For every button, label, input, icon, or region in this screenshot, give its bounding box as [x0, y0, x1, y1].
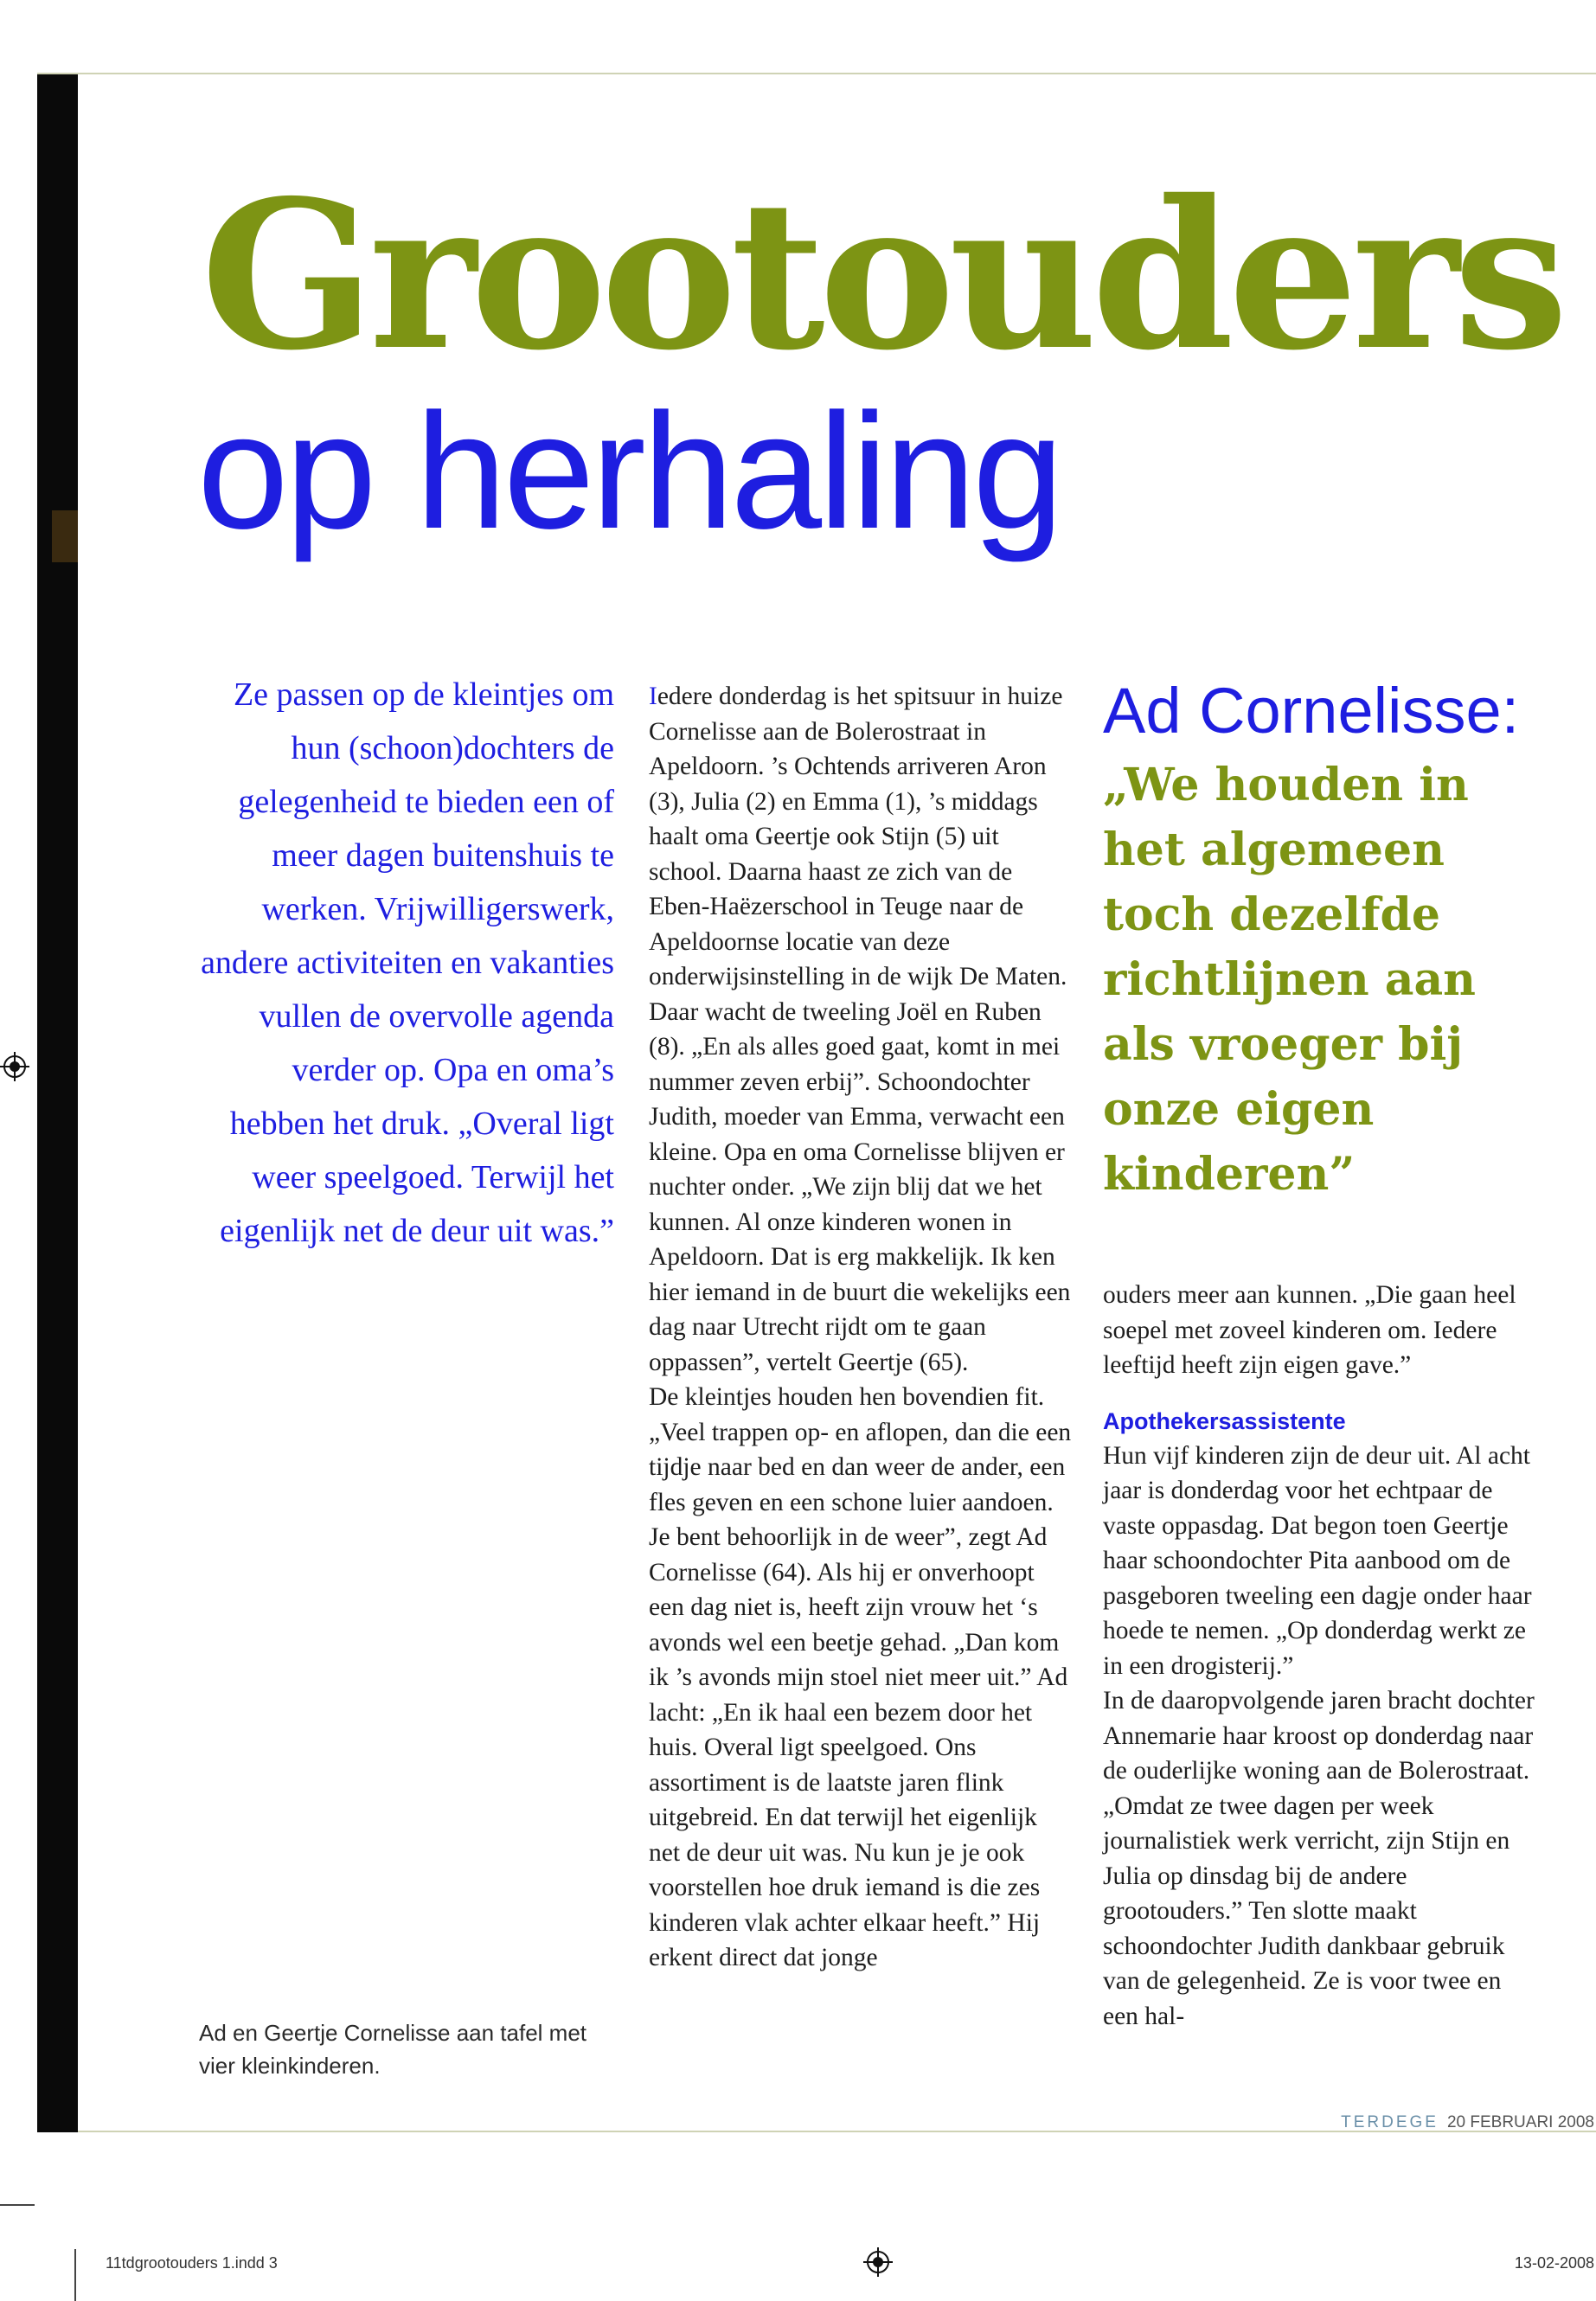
registration-mark-icon [0, 1052, 29, 1081]
page-footer [1341, 2113, 1594, 2132]
top-rule [37, 73, 1596, 74]
section-subhead: Apothekersassistente [1103, 1407, 1346, 1434]
issue-date: 20 FEBRUARI 2008 [1446, 2113, 1594, 2131]
crop-mark-bottom [74, 2249, 76, 2301]
article-paragraph: Hun vijf kinderen zijn de deur uit. Al acht jaar is donderdag voor het echtpaar de vaste oppasdag. Dat begon toen Geertje haar schoondochter Pita aanbood om de pasgeboren tweeling een dagje onder haar hoede te nemen. „Op donderdag werkt ze in een drogisterij.” [1103, 1441, 1532, 1680]
photo-caption: Ad en Geertje Cornelisse aan tafel met vier kleinkinderen. [199, 2020, 587, 2079]
crop-mark-left [0, 2204, 35, 2206]
article-column-1 [649, 679, 1073, 1976]
pull-quote: „We houden in het algemeen toch dezelfde richtlijnen aan als vroeger bij onze eigen kinderen” [1103, 759, 1476, 1201]
photo-edge-detail [52, 510, 78, 562]
magazine-name: TERDEGE [1341, 2113, 1439, 2131]
article-paragraph: Iedere donderdag is het spitsuur in huize Cornelisse aan de Bolerostraat in Apeldoorn. ’s Ochtends arriveren Aron (3), Julia (2) en Emma (1), ’s middags haalt oma Geertje ook Stijn (5) uit school. Daarna haast ze zich van de Eben-Haëzerschool in Teuge naar de Apeldoornse locatie van deze onderwijsinstelling in de wijk De Maten. Daar wacht de tweeling Joël en Ruben (8). „En als alles goed gaat, komt in mei nummer zeven erbij”. Schoondochter Judith, moeder van Emma, verwacht een kleine. Opa en oma Cornelisse blijven er nuchter onder. „We zijn blij dat we het kunnen. Al onze kinderen wonen in Apeldoorn. Dat is erg makkelijk. Ik ken hier iemand in de buurt die wekelijks een dag naar Utrecht rijdt om te gaan oppassen”, vertelt Geertje (65). [649, 683, 1071, 1376]
page-title: Grootouders [201, 155, 1563, 395]
article-paragraph: ouders meer aan kunnen. „Die gaan heel soepel met zoveel kinderen om. Iedere leeftijd heeft zijn eigen gave.” [1103, 1281, 1516, 1379]
page-subtitle: op herhaling [197, 380, 1061, 563]
registration-mark-icon [863, 2247, 893, 2277]
article-column-2 [1103, 1278, 1535, 2034]
quote-speaker: Ad Cornelisse: [1103, 675, 1520, 747]
article-paragraph: De kleintjes houden hen bovendien fit. „Veel trappen op- en aflopen, dan die een tijdje naar bed en dan weer de ander, een fles geven en een schone luier aandoen. Je bent behoorlijk in de weer”, zegt Ad Cornelisse (64). Als hij er onverhoopt een dag niet is, heeft zijn vrouw het ‘s avonds wel een beetje gehad. „Dan kom ik ’s avonds mijn stoel niet meer uit.” Ad lacht: „En ik haal een bezem door het huis. Overal ligt speelgoed. Ons assortiment is de laatste jaren flink uitgebreid. En dat terwijl het eigenlijk net de deur uit was. Nu kun je je ook voorstellen hoe druk iemand is die zes kinderen vlak achter elkaar heeft.” Hij erkent direct dat jonge [649, 1383, 1072, 1971]
drop-cap: I [649, 683, 657, 710]
article-paragraph: In de daaropvolgende jaren bracht dochter Annemarie haar kroost op donderdag naar de ouderlijke woning aan de Bolerostraat. „Omdat ze twee dagen per week journalistiek werk verricht, zijn Stijn en Julia op dinsdag bij de andere grootouders.” Ten slotte maakt schoondochter Judith dankbaar gebruik van de gelegenheid. Ze is voor twee en een hal- [1103, 1687, 1535, 2030]
slug-filename: 11tdgrootouders 1.indd 3 [106, 2254, 278, 2272]
intro-text: Ze passen op de kleintjes om hun (schoon)dochters de gelegenheid te bieden een of meer dagen buitenshuis te werken. Vrijwilligerswerk, andere activiteiten en vakanties vullen de overvolle agenda verder op. Opa en oma’s hebben het druk. „Overal ligt weer speelgoed. Terwijl het eigenlijk net de deur uit was.” [201, 676, 614, 1249]
photo-edge-strip [37, 74, 78, 2132]
slug-date: 13-02-2008 [1514, 2254, 1594, 2272]
